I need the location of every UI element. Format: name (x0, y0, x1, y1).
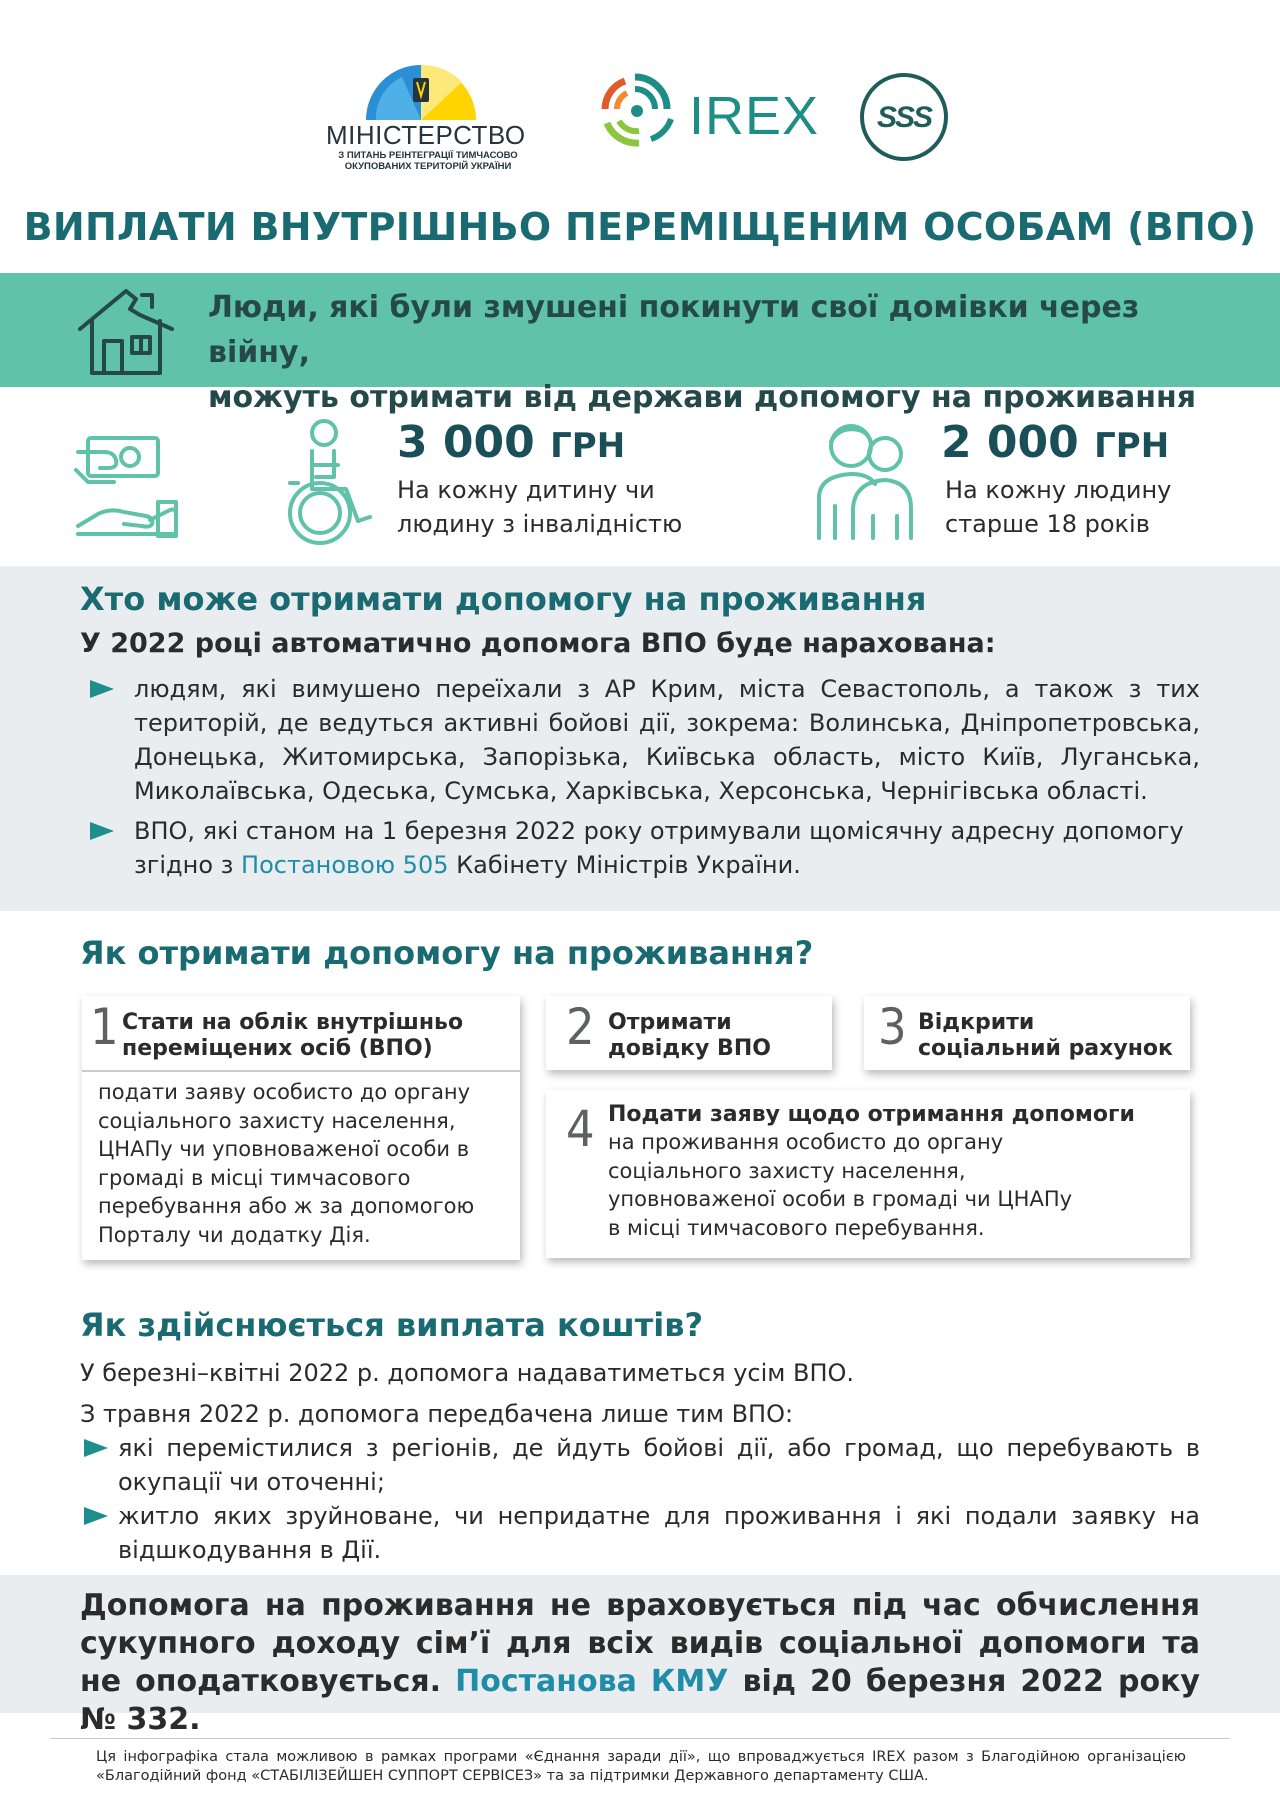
wheelchair-user-icon (276, 417, 380, 547)
logos-row (0, 55, 1280, 175)
amount-2-desc-line1: На кожну людину (945, 476, 1172, 504)
step-3-title-line1: Відкрити (918, 1010, 1035, 1035)
amount-2-value (941, 417, 1169, 468)
amount-2-number: 2 000 (941, 417, 1079, 468)
payment-bullet-2-text: житло яких зруйноване, чи непридатне для проживання і які подали заявку на відшкодування в Дії. (118, 1502, 1200, 1564)
step-3-title-line2: соціальний рахунок (918, 1036, 1173, 1061)
amount-2-description (945, 473, 1171, 541)
footer-text: Ця інфографіка стала можливою в рамках програми «Єднання заради дії», що впроваджується IREX разом з Благодійною організацією «Благодійний фонд «СТАБІЛІЗЕЙШЕН СУППОРТ СЕРВІСЕЗ» та за підтримки Державного департаменту США. (96, 1749, 1186, 1784)
who-bullet-2 (134, 814, 1200, 882)
page-title: ВИПЛАТИ ВНУТРІШНЬО ПЕРЕМІЩЕНИМ ОСОБАМ (ВПО) (23, 205, 1257, 249)
step-1-body (98, 1078, 516, 1249)
step-2-title-line1: Отримати (608, 1010, 732, 1035)
sss-label: SSS (876, 101, 932, 134)
bullet-arrow-icon (84, 1507, 108, 1525)
amount-1-description (397, 473, 682, 541)
step-4-card (546, 1090, 1190, 1258)
step-1-divider (82, 1070, 520, 1072)
amount-1-number: 3 000 (397, 417, 535, 468)
notice-text-post: від 20 березня 2022 року № 332. (80, 1664, 1200, 1737)
ministry-subtitle-line2: ОКУПОВАНИХ ТЕРИТОРІЙ УКРАЇНИ (344, 161, 512, 172)
step-1-card (82, 996, 520, 1260)
step-1-number: 1 (90, 998, 119, 1056)
payment-para-1: У березні–квітні 2022 р. допомога надаватиметься усім ВПО. (80, 1359, 855, 1387)
amount-2-unit: ГРН (1094, 426, 1170, 466)
ministry-logo (320, 60, 526, 175)
step-1-body-line: соціального захисту населення, (98, 1108, 456, 1133)
ministry-subtitle (328, 150, 528, 172)
payment-bullet-1-text: які перемістилися з регіонів, де йдуть бойові дії, або громад, що перебувають в окупації чи оточенні; (118, 1434, 1200, 1496)
step-1-body-line: перебування або ж за допомогою (98, 1194, 475, 1218)
ministry-emblem-icon (362, 60, 480, 120)
bullet-arrow-icon (90, 822, 114, 840)
step-4-number: 4 (566, 1100, 595, 1158)
step-2-title (608, 1010, 828, 1062)
who-section (0, 566, 1280, 911)
amount-2-desc-line2: старше 18 років (945, 510, 1150, 538)
who-bullet-2-line1: ВПО, які станом на 1 березня 2022 року отримували щомісячну адресну допомогу (134, 817, 1184, 845)
step-1-body-line: Порталу чи додатку Дія. (98, 1222, 371, 1247)
step-4-body-line: на проживання особисто до органу (608, 1130, 1004, 1154)
step-3-card (864, 996, 1190, 1070)
who-bullet-1-text: людям, які вимушено переїхали з АР Крим, міста Севастополь, а також з тих територій, де ведуться активні бойові дії, зокрема: Волинська, Дніпропетровська, Донецька, Житомирська, Запорізька, Київська область, місто Київ, Луганська, Миколаївська, Одеська, Сумська, Харківська, Херсонська, Чернігівська області. (134, 675, 1200, 805)
who-bullet-1 (134, 672, 1200, 808)
irex-mark-icon (595, 67, 680, 152)
step-4-body-line: соціального захисту населення, (608, 1158, 966, 1183)
payment-para-2: З травня 2022 р. допомога передбачена лише тим ВПО: (80, 1400, 794, 1428)
who-bullet-2-post: Кабінету Міністрів України. (448, 851, 801, 879)
notice-text-pre: Допомога на проживання не враховується під час обчислення сукупного доходу сім’ї для всіх видів соціальної допомоги та не оподатковується. (80, 1588, 1200, 1699)
step-2-card (546, 996, 832, 1070)
resolution-kmu-link[interactable]: Постанова КМУ (455, 1664, 729, 1699)
step-2-number: 2 (566, 998, 595, 1056)
step-1-body-line: подати заяву особисто до органу (98, 1080, 471, 1104)
bullet-arrow-icon (84, 1439, 108, 1457)
resolution-505-link[interactable]: Постановою 505 (241, 851, 449, 879)
step-1-title-line2: переміщених осіб (ВПО) (122, 1036, 433, 1061)
notice-section (0, 1575, 1280, 1737)
step-1-title-line1: Стати на облік внутрішньо (122, 1010, 464, 1035)
step-4-body (608, 1128, 1188, 1242)
step-4-body-line: в місці тимчасового перебування. (608, 1215, 985, 1240)
ministry-subtitle-line1: З ПИТАНЬ РЕІНТЕГРАЦІЇ ТИМЧАСОВО (338, 150, 518, 161)
irex-name: IREX (689, 86, 820, 146)
who-bullet-2-pre: згідно з (134, 851, 242, 879)
sss-logo (860, 73, 948, 161)
step-2-title-line2: довідку ВПО (608, 1036, 771, 1061)
payment-bullet-2 (118, 1499, 1200, 1567)
who-subheading: У 2022 році автоматично допомога ВПО буде нарахована: (80, 628, 996, 659)
ministry-name: МІНІСТЕРСТВО (326, 120, 526, 150)
adults-icon (815, 420, 915, 540)
who-bullet-2-line2 (134, 848, 1200, 882)
footer-divider (50, 1738, 1230, 1739)
bullet-arrow-icon (90, 680, 114, 698)
step-1-title (122, 1010, 514, 1062)
amounts-row (0, 405, 1280, 555)
amount-1-desc-line1: На кожну дитину чи (397, 476, 655, 504)
irex-logo (595, 67, 820, 157)
amount-1-desc-line2: людину з інвалідністю (397, 510, 683, 538)
damaged-house-icon (76, 285, 176, 377)
intro-line1: Люди, які були змушені покинути свої домівки через війну, (208, 290, 1140, 370)
step-4-body-line: уповноваженої особи в громаді чи ЦНАПу (608, 1187, 1073, 1211)
step-1-body-line: ЦНАПу чи уповноваженої особи в (98, 1137, 470, 1161)
money-hand-icon (74, 430, 180, 540)
payment-heading: Як здійснюється виплата коштів? (80, 1306, 704, 1344)
step-1-body-line: громаді в місці тимчасового (98, 1165, 411, 1190)
payment-bullet-1 (118, 1431, 1200, 1499)
step-3-title (918, 1010, 1188, 1062)
intro-text (208, 285, 1248, 420)
intro-line2: можуть отримати від держави допомогу на проживання (208, 380, 1197, 415)
how-heading: Як отримати допомогу на проживання? (80, 934, 814, 972)
step-3-number: 3 (878, 998, 907, 1056)
intro-band (0, 273, 1280, 415)
step-4-title: Подати заяву щодо отримання допомоги (608, 1102, 1135, 1127)
amount-1-value (397, 417, 625, 468)
who-heading: Хто може отримати допомогу на проживання (80, 580, 927, 618)
amount-1-unit: ГРН (550, 426, 626, 466)
notice-text (80, 1587, 1200, 1739)
